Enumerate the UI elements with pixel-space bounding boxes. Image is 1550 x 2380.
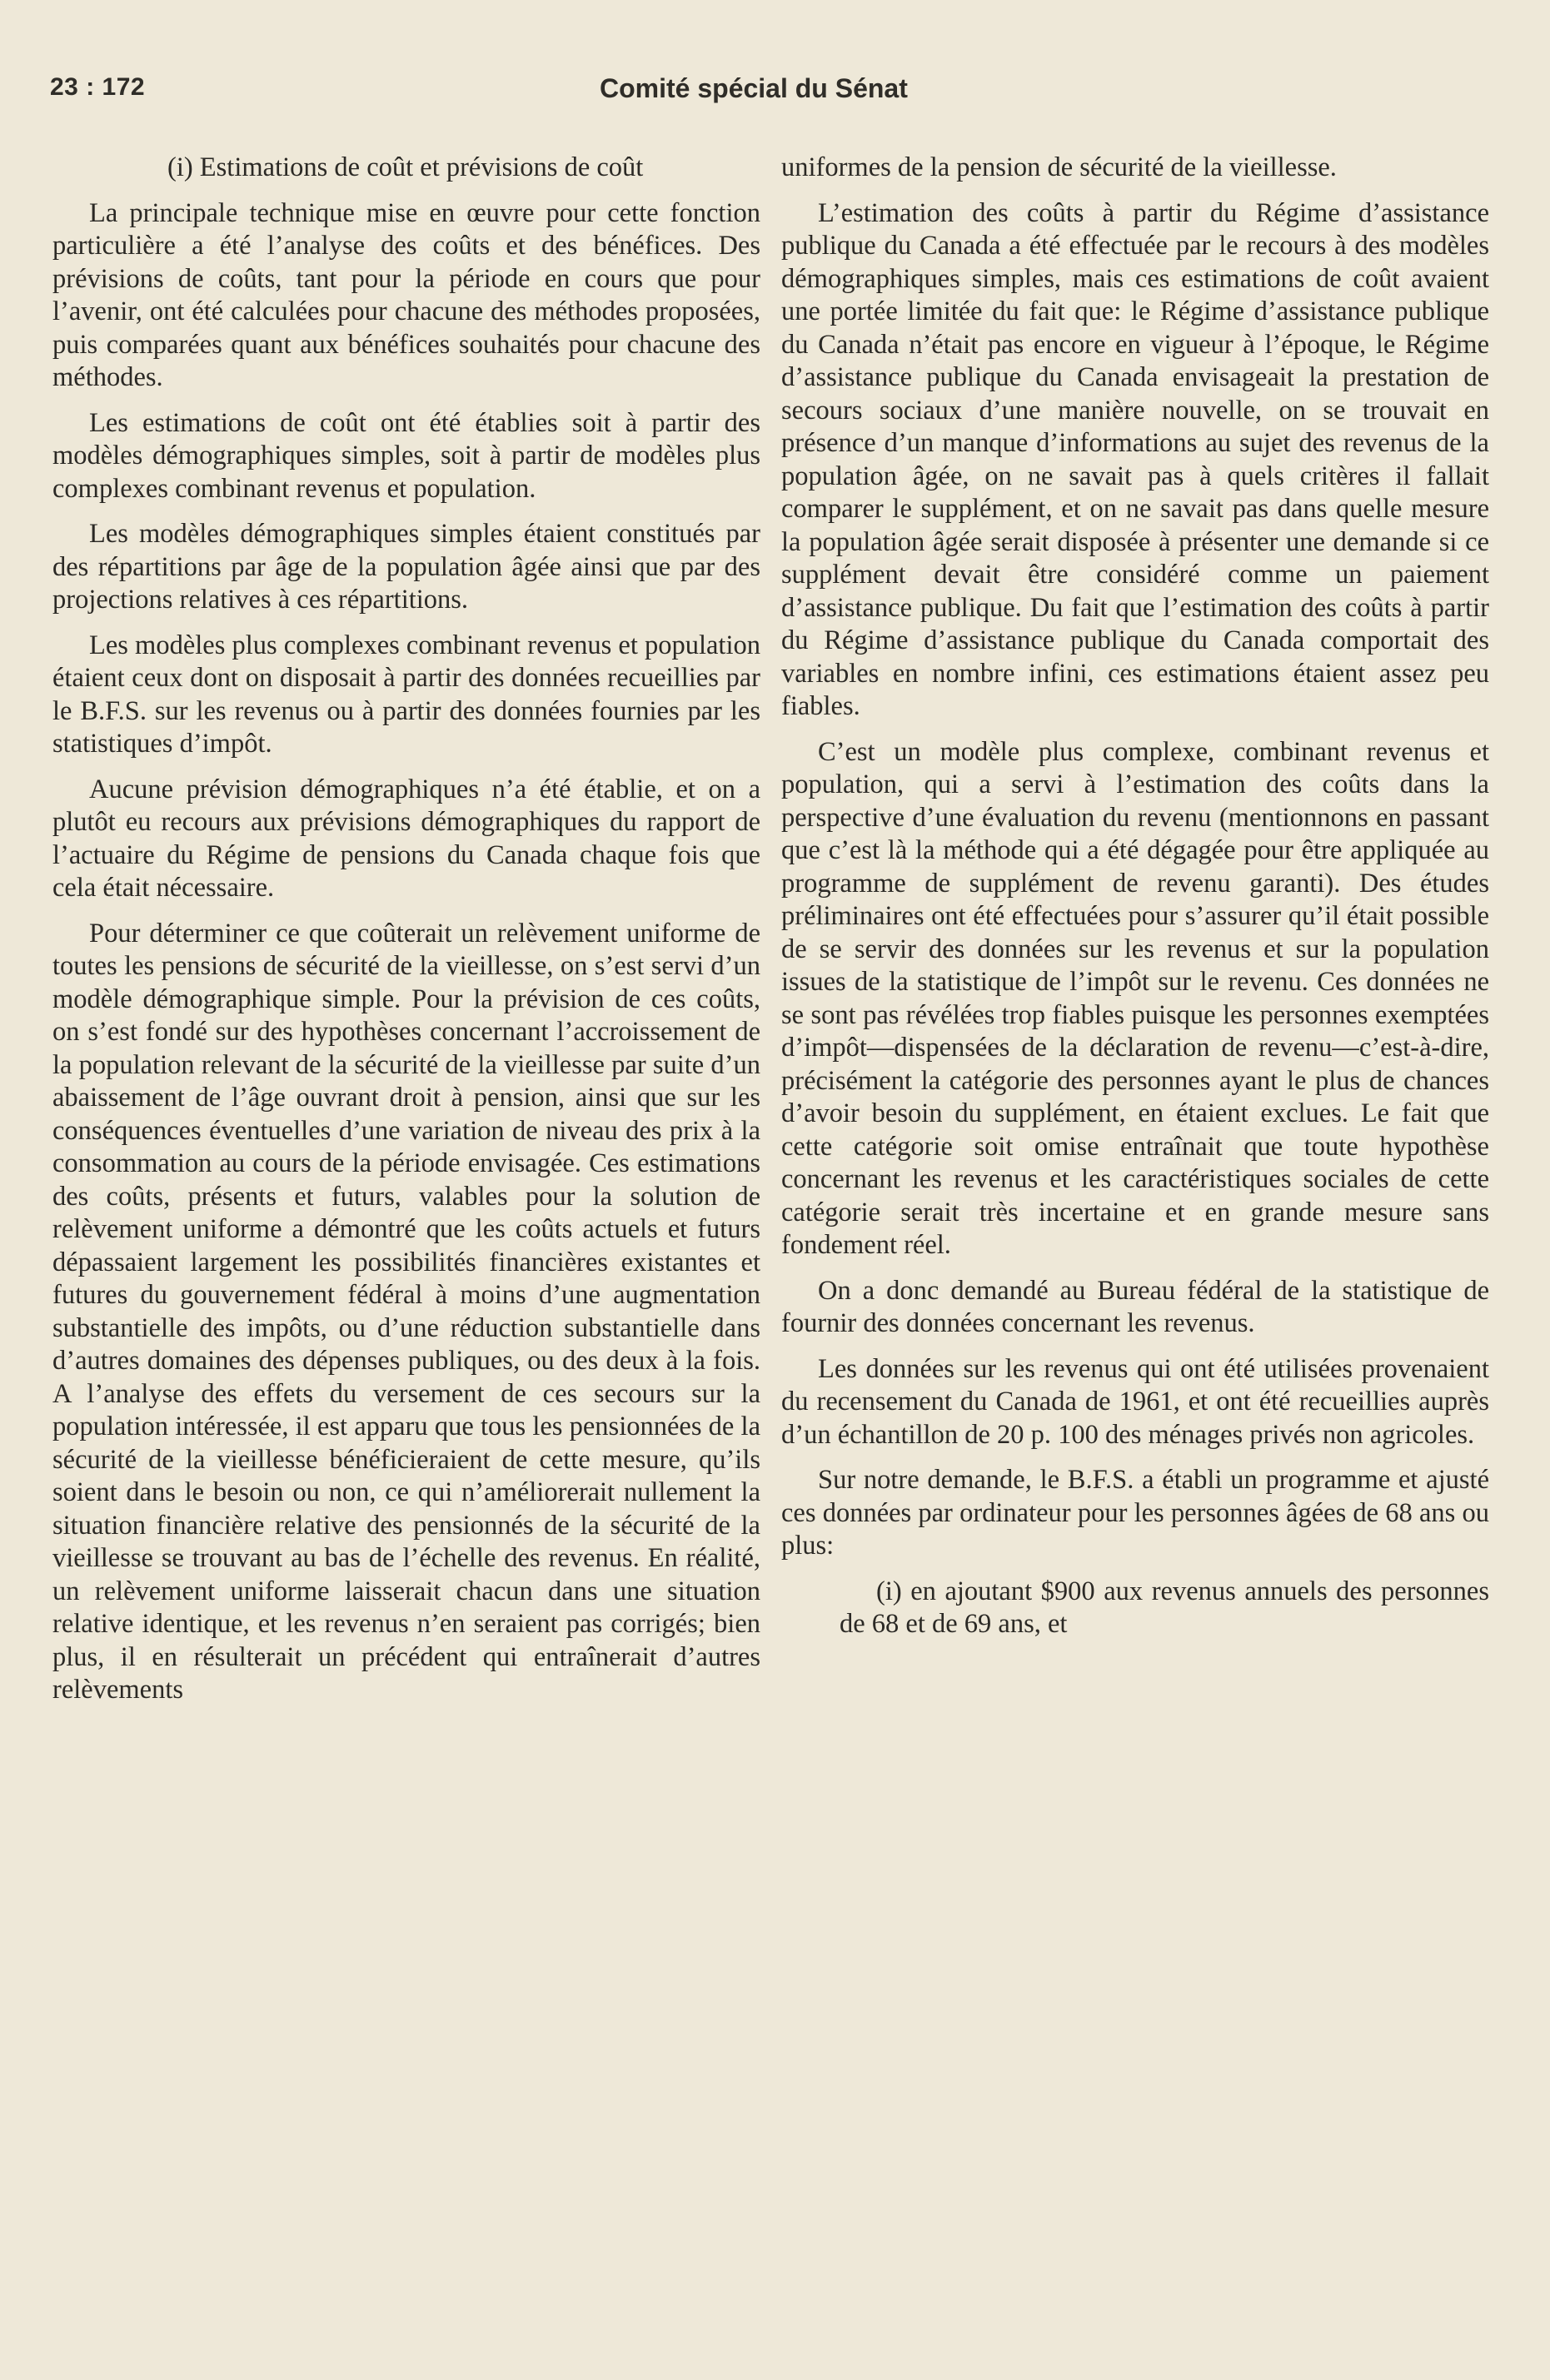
section-heading: (i) Estimations de coût et prévisions de coût bbox=[167, 152, 644, 182]
paragraph: Pour déterminer ce que coûterait un relèvement uniforme de toutes les pensions de sécurité de la vieillesse, on s’est servi d’un modèle démographique simple. Pour la prévision de ces coûts, on s’est fondé sur des hypothèses concernant l’accroissement de la population relevant de la sécurité de la vieillesse par suite d’un abaissement de l’âge ouvrant droit à pension, ainsi que sur les conséquences éventuelles d’une variation de niveau des prix à la consommation au cours de la période envisagée. Ces estimations des coûts, présents et futurs, valables pour la solution de relèvement uniforme a démontré que les coûts actuels et futurs dépassaient largement les possibilités financières existantes et futures du gouvernement fédéral à moins d’une augmentation substantielle des impôts, ou d’une réduction substantielle dans d’autres domaines des dépenses publiques, ou des deux à la fois. A l’analyse des effets du versement de ces secours sur la population intéressée, il est apparu que tous les pensionnées de la sécurité de la vieillesse bénéficieraient de cette mesure, qu’ils soient dans le besoin ou non, ce qui n’améliorerait nullement la situation financière relative des pensionnés de la sécurité de la vieillesse se trouvant au bas de l’échelle des revenus. En réalité, un relèvement uniforme laisserait chacun dans une situation relative identique, et les revenus n’en seraient pas corrigés; bien plus, il en résulterait un précédent qui entraînerait d’autres relèvements bbox=[52, 918, 760, 1705]
page-number: 23 : 172 bbox=[50, 73, 146, 101]
paragraph: L’estimation des coûts à partir du Régime d’assistance publique du Canada a été effectuée par le recours à des modèles démographiques simples, mais ces estimations de coût avaient une portée limitée du fait que: le Régime d’assistance publique du Canada n’était pas encore en vigueur à l’époque, le Régime d’assistance publique du Canada envisageait la prestation de secours sociaux d’une manière nouvelle, on se trouvait en présence d’un manque d’informations au sujet des revenus de la population âgée, on ne savait pas à quels critères il fallait comparer le supplément, et on ne savait pas dans quelle mesure la population âgée serait disposée à présenter une demande si ce supplément devait être considéré comme un paiement d’assistance publique. Du fait que l’estimation des coûts à partir du Régime d’assistance publique du Canada comportait des variables en nombre infini, ces estimations étaient assez peu fiables. bbox=[781, 197, 1489, 721]
paragraph: La principale technique mise en œuvre pour cette fonction particulière a été l’analyse des coûts et des bénéfices. Des prévisions de coûts, tant pour la période en cours que pour l’avenir, ont été calculées pour chacune des méthodes proposées, puis comparées quant aux bénéfices souhaités pour chacune des méthodes. bbox=[52, 197, 760, 392]
paragraph: Aucune prévision démographiques n’a été établie, et on a plutôt eu recours aux prévisions démographiques du rapport de l’actuaire du Régime de pensions du Canada chaque fois que cela était nécessaire. bbox=[52, 774, 760, 903]
paragraph: C’est un modèle plus complexe, combinant revenus et population, qui a servi à l’estimation des coûts dans la perspective d’une évaluation du revenu (mentionnons en passant que c’est là la méthode qui a été dégagée pour être appliquée au programme de supplément de revenu garanti). Des études préliminaires ont été effectuées pour s’assurer qu’il était possible de se servir des données sur les revenus et sur la population issues de la statistique de l’impôt sur le revenu. Ces données ne se sont pas révélées trop fiables puisque les personnes exemptées d’impôt—dispensées de la déclaration de revenu—c’est-à-dire, précisément la catégorie des personnes ayant le plus de chances d’avoir besoin du supplément, en étaient exclues. Le fait que cette catégorie soit omise entraînait que toute hypothèse concernant les revenus et les caractéristiques sociales de cette catégorie serait très incertaine et en grande mesure sans fondement réel. bbox=[781, 736, 1489, 1260]
paragraph: Les modèles démographiques simples étaient constitués par des répartitions par âge de la population âgée ainsi que par des projections relatives à ces répartitions. bbox=[52, 519, 760, 615]
paragraph: Les données sur les revenus qui ont été utilisées provenaient du recensement du Canada de 1961, et ont été recueillies auprès d’un échantillon de 20 p. 100 des ménages privés non agricoles. bbox=[781, 1353, 1489, 1450]
right-column bbox=[781, 152, 1489, 1654]
paragraph: On a donc demandé au Bureau fédéral de la statistique de fournir des données concernant les revenus. bbox=[781, 1275, 1489, 1338]
paragraph: Sur notre demande, le B.F.S. a établi un programme et ajusté ces données par ordinateur pour les personnes âgées de 68 ans ou plus: bbox=[781, 1465, 1489, 1561]
left-column bbox=[52, 152, 760, 1720]
paragraph-continuation: uniformes de la pension de sécurité de la vieillesse. bbox=[781, 152, 1337, 182]
list-item: (i) en ajoutant $900 aux revenus annuels des personnes de 68 et de 69 ans, et bbox=[840, 1576, 1489, 1639]
paragraph: Les estimations de coût ont été établies soit à partir des modèles démographiques simples, soit à partir de modèles plus complexes combinant revenus et population. bbox=[52, 407, 760, 504]
page-header bbox=[50, 73, 1500, 115]
running-title: Comité spécial du Sénat bbox=[600, 73, 908, 103]
paragraph: Les modèles plus complexes combinant revenus et population étaient ceux dont on disposait à partir des données recueillies par le B.F.S. sur les revenus ou à partir des données fournies par les statistiques d’impôt. bbox=[52, 630, 760, 759]
